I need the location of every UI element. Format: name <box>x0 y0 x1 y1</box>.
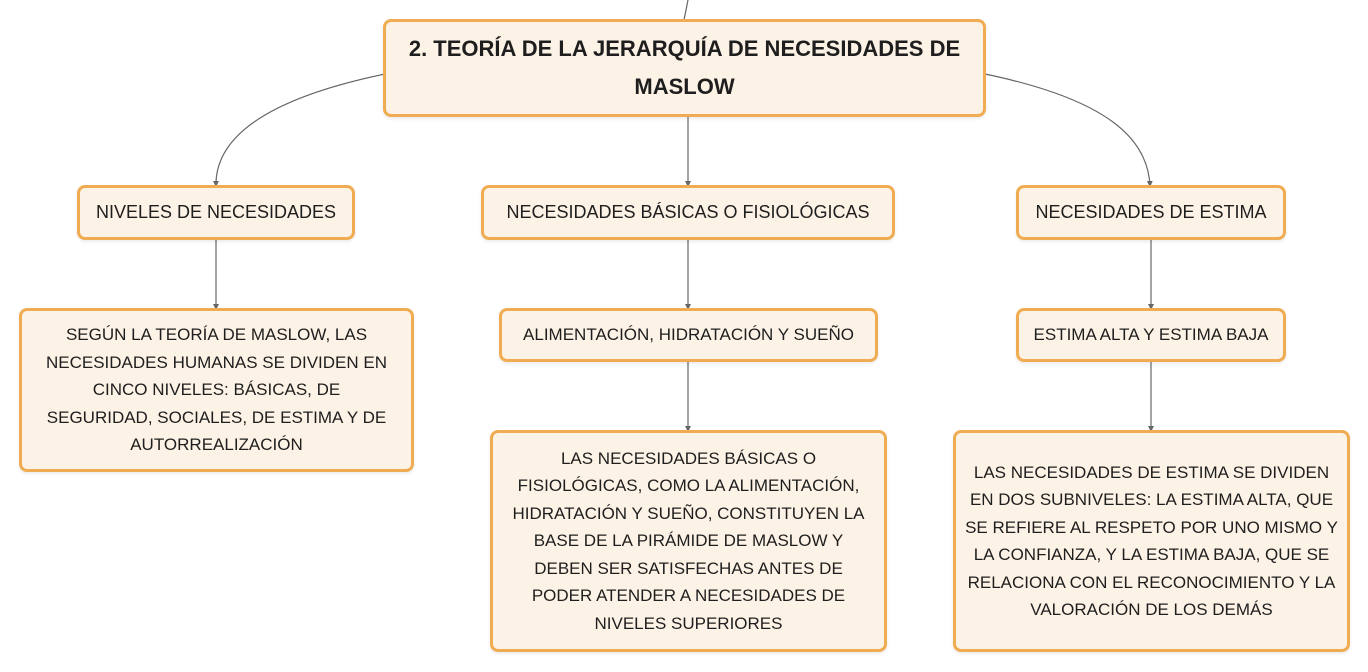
topic-detail-text: LAS NECESIDADES DE ESTIMA SE DIVIDEN EN DOS SUBNIVELES: LA ESTIMA ALTA, QUE SE REFIERE AL RESPETO POR UNO MISMO Y LA CONFIANZA, Y LA ESTIMA BAJA, QUE SE RELACIONA CON EL RECONOCIMIENTO Y LA VALORACIÓN DE LOS DEMÁS <box>965 462 1338 619</box>
connector-parent-to-root <box>684 0 688 20</box>
topic-label: ALIMENTACIÓN, HIDRATACIÓN Y SUEÑO <box>523 325 854 345</box>
connector-root-to-estima <box>985 74 1150 186</box>
topic-niveles-de-necesidades[interactable] <box>77 185 355 240</box>
topic-label: NECESIDADES BÁSICAS O FISIOLÓGICAS <box>506 202 870 222</box>
topic-estima-detail[interactable] <box>953 430 1350 652</box>
topic-detail-text: LAS NECESIDADES BÁSICAS O FISIOLÓGICAS, COMO LA ALIMENTACIÓN, HIDRATACIÓN Y SUEÑO, CONSTITUYEN LA BASE DE LA PIRÁMIDE DE MASLOW Y DEBEN SER SATISFECHAS ANTES DE PODER ATENDER A NECESIDADES DE NIVELES SUPERIORES <box>512 448 865 633</box>
topic-basicas-detail[interactable] <box>490 430 887 652</box>
topic-detail-text: SEGÚN LA TEORÍA DE MASLOW, LAS NECESIDADES HUMANAS SE DIVIDEN EN CINCO NIVELES: BÁSICAS, DE SEGURIDAD, SOCIALES, DE ESTIMA Y DE AUTORREALIZACIÓN <box>45 325 387 455</box>
topic-alimentacion-hidratacion-sueno[interactable] <box>499 308 878 362</box>
root-topic-label: 2. TEORÍA DE LA JERARQUÍA DE NECESIDADES DE MASLOW <box>408 36 961 99</box>
topic-label: NIVELES DE NECESIDADES <box>95 202 337 222</box>
topic-estima-alta-baja[interactable] <box>1016 308 1286 362</box>
topic-label: ESTIMA ALTA Y ESTIMA BAJA <box>1033 325 1269 345</box>
connector-root-to-niveles <box>216 74 385 186</box>
topic-label: NECESIDADES DE ESTIMA <box>1035 202 1267 222</box>
topic-niveles-detail[interactable] <box>19 308 414 472</box>
topic-necesidades-basicas[interactable] <box>481 185 895 240</box>
topic-necesidades-de-estima[interactable] <box>1016 185 1286 240</box>
root-topic[interactable] <box>383 19 986 117</box>
